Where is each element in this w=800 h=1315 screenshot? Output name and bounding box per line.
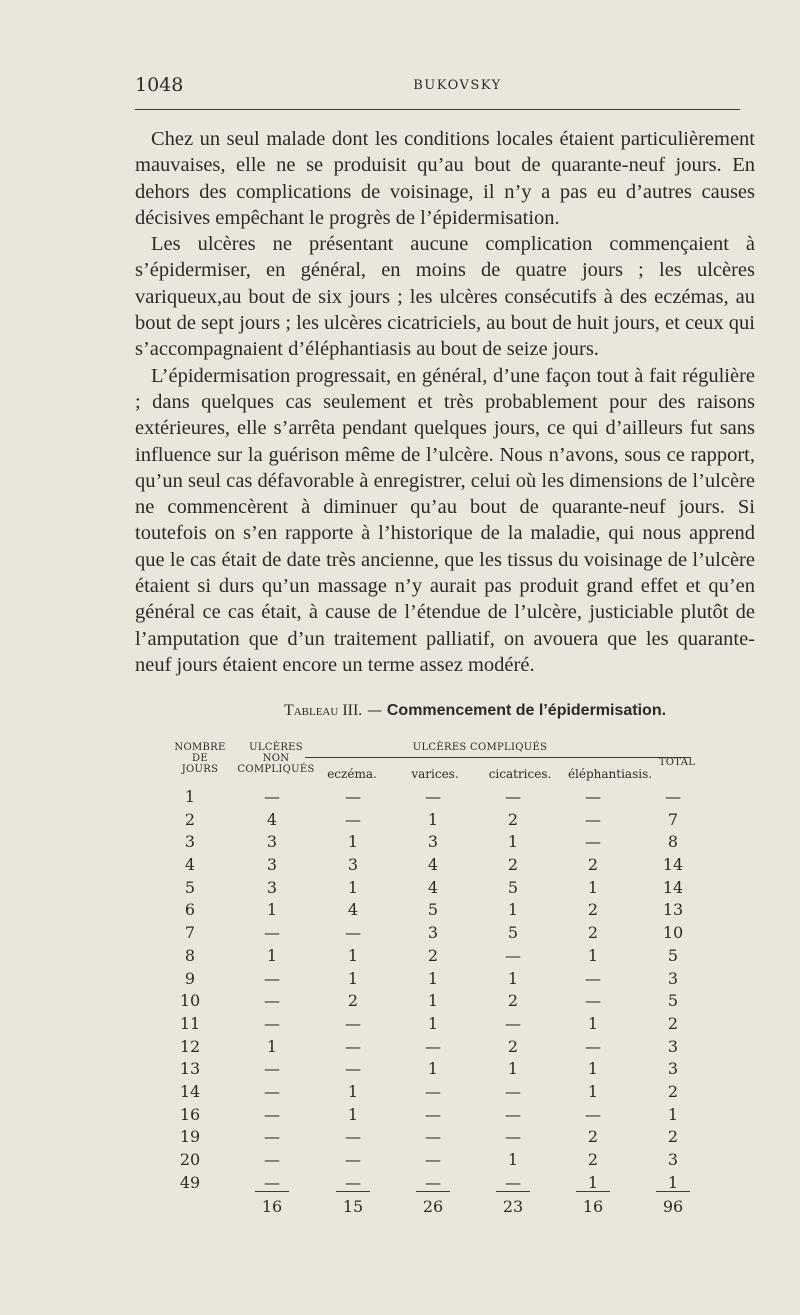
cell-jours: 12 — [179, 1036, 201, 1056]
total-rule — [336, 1191, 370, 1192]
cell-non-compliques: — — [264, 1059, 280, 1079]
table-row — [160, 990, 720, 1013]
cell-eczema: — — [345, 809, 361, 829]
cell-total: 3 — [667, 1036, 679, 1056]
total-rule — [496, 1191, 530, 1192]
table-row — [160, 831, 720, 854]
header-rule — [135, 109, 740, 110]
cell-non-compliques: — — [264, 1127, 280, 1147]
header-ulceres-non-compliques — [236, 742, 316, 775]
table-row — [160, 1036, 720, 1059]
cell-cicatrices: 5 — [507, 923, 519, 943]
cell-cicatrices: 1 — [507, 968, 519, 988]
cell-jours: 1 — [184, 787, 196, 806]
table-row — [160, 1081, 720, 1104]
cell-varices: — — [425, 1172, 441, 1192]
cell-total: 5 — [667, 991, 679, 1011]
cell-elephantiasis: 2 — [587, 855, 599, 875]
cell-non-compliques: — — [264, 1172, 280, 1192]
table-row — [160, 899, 720, 922]
cell-jours: 14 — [179, 1081, 201, 1101]
header-varices: varices. — [411, 767, 459, 781]
header-total: TOTAL — [658, 757, 696, 768]
cell-elephantiasis: — — [585, 1036, 601, 1056]
cell-jours: 11 — [179, 1013, 201, 1033]
cell-jours: 10 — [179, 991, 201, 1011]
cell-eczema: 1 — [347, 1104, 359, 1124]
cell-cicatrices: 1 — [507, 832, 519, 852]
cell-elephantiasis: — — [585, 968, 601, 988]
cell-jours: 3 — [184, 832, 196, 852]
cell-eczema: — — [345, 1013, 361, 1033]
cell-varices: — — [425, 1127, 441, 1147]
cell-total: 13 — [662, 900, 684, 920]
cell-eczema: — — [345, 923, 361, 943]
cell-eczema: — — [345, 1127, 361, 1147]
cell-eczema: — — [345, 1172, 361, 1192]
cell-total: 3 — [667, 1150, 679, 1169]
table-row — [160, 922, 720, 945]
cell-elephantiasis: 1 — [587, 1081, 599, 1101]
total-eczema: 15 — [342, 1197, 364, 1216]
cell-total: 7 — [667, 809, 679, 829]
header-line: JOURS — [181, 764, 219, 775]
table-label: Tableau III. — [283, 702, 363, 719]
cell-jours: 5 — [184, 877, 196, 897]
cell-cicatrices: 2 — [507, 991, 519, 1011]
cell-eczema: 1 — [347, 877, 359, 897]
table-row — [160, 945, 720, 968]
cell-eczema: 3 — [347, 855, 359, 875]
table-row — [160, 1058, 720, 1081]
cell-varices: 5 — [427, 900, 439, 920]
header-nombre-de-jours — [165, 742, 235, 775]
cell-total: 2 — [667, 1081, 679, 1101]
cell-total: — — [665, 787, 681, 806]
cell-total: 14 — [662, 877, 684, 897]
cell-total: 3 — [667, 1059, 679, 1079]
cell-eczema: — — [345, 1036, 361, 1056]
cell-jours: 4 — [184, 855, 196, 875]
cell-elephantiasis: — — [585, 1104, 601, 1124]
table-row — [160, 786, 720, 809]
cell-non-compliques: — — [264, 787, 280, 806]
cell-elephantiasis: — — [585, 991, 601, 1011]
cell-cicatrices: — — [505, 1172, 521, 1192]
header-ulceres-compliques: ULCÈRES COMPLIQUÉS — [412, 742, 548, 753]
cell-non-compliques: — — [264, 968, 280, 988]
cell-varices: — — [425, 1081, 441, 1101]
cell-varices: 1 — [427, 968, 439, 988]
cell-varices: 4 — [427, 855, 439, 875]
cell-non-compliques: 3 — [266, 877, 278, 897]
total-elephantiasis: 16 — [582, 1197, 604, 1216]
cell-varices: — — [425, 787, 441, 806]
table-row — [160, 1104, 720, 1127]
cell-varices: 2 — [427, 945, 439, 965]
total-rule — [576, 1191, 610, 1192]
cell-total: 14 — [662, 855, 684, 875]
total-rule — [416, 1191, 450, 1192]
cell-non-compliques: — — [264, 1081, 280, 1101]
cell-eczema: — — [345, 1150, 361, 1169]
cell-non-compliques: — — [264, 1150, 280, 1169]
cell-eczema: 2 — [347, 991, 359, 1011]
table-row — [160, 877, 720, 900]
cell-varices: — — [425, 1036, 441, 1056]
total-non-compliques: 16 — [261, 1197, 283, 1216]
header-line: ULCÈRES — [249, 742, 303, 753]
header-line: DE — [192, 753, 208, 764]
page-header — [135, 74, 740, 98]
cell-cicatrices: 5 — [507, 877, 519, 897]
cell-cicatrices: — — [505, 1127, 521, 1147]
cell-cicatrices: 2 — [507, 855, 519, 875]
cell-total: 5 — [667, 945, 679, 965]
cell-cicatrices: — — [505, 945, 521, 965]
cell-elephantiasis: 1 — [587, 945, 599, 965]
cell-varices: 4 — [427, 877, 439, 897]
cell-cicatrices: — — [505, 1081, 521, 1101]
total-grand: 96 — [662, 1197, 684, 1216]
cell-jours: 7 — [184, 923, 196, 943]
cell-eczema: 1 — [347, 1081, 359, 1101]
paragraph: Les ulcères ne présentant aucune complication commençaient à s’épidermiser, en général, en moins de quatre jours ; les ulcères variqueux,au bout de six jours ; les ulcères consécutifs à des eczémas, au bout de sept jours ; les ulcères cicatriciels, au bout de huit jours, et ceux qui s’accompagnaient d’éléphantiasis au bout de seize jours. — [135, 233, 755, 361]
cell-jours: 19 — [179, 1127, 201, 1147]
table-row — [160, 809, 720, 832]
cell-total: 1 — [667, 1172, 679, 1192]
total-cicatrices: 23 — [502, 1197, 524, 1216]
table-title — [135, 701, 785, 720]
cell-elephantiasis: 1 — [587, 1172, 599, 1192]
cell-non-compliques: — — [264, 991, 280, 1011]
cell-cicatrices: — — [505, 1104, 521, 1124]
cell-varices: — — [425, 1104, 441, 1124]
header-line: COMPLIQUÉS — [237, 764, 315, 775]
cell-varices: 1 — [427, 809, 439, 829]
table-row — [160, 1126, 720, 1149]
header-group-rule — [305, 757, 690, 758]
table-row — [160, 1013, 720, 1036]
header-line: NOMBRE — [174, 742, 226, 753]
cell-elephantiasis: 2 — [587, 923, 599, 943]
cell-non-compliques: — — [264, 923, 280, 943]
cell-cicatrices: 1 — [507, 900, 519, 920]
cell-non-compliques: 3 — [266, 855, 278, 875]
cell-varices: 1 — [427, 991, 439, 1011]
cell-non-compliques: — — [264, 1013, 280, 1033]
cell-total: 2 — [667, 1013, 679, 1033]
table-body — [160, 786, 720, 1194]
cell-elephantiasis: — — [585, 787, 601, 806]
cell-non-compliques: 1 — [266, 900, 278, 920]
cell-elephantiasis: 1 — [587, 877, 599, 897]
body-text — [135, 126, 755, 678]
table-row — [160, 854, 720, 877]
cell-jours: 6 — [184, 900, 196, 920]
cell-eczema: 1 — [347, 968, 359, 988]
cell-cicatrices: — — [505, 787, 521, 806]
header-line: NON — [262, 753, 290, 764]
cell-total: 2 — [667, 1127, 679, 1147]
cell-elephantiasis: 1 — [587, 1013, 599, 1033]
cell-total: 10 — [662, 923, 684, 943]
cell-non-compliques: 4 — [266, 809, 278, 829]
cell-jours: 8 — [184, 945, 196, 965]
cell-eczema: — — [345, 787, 361, 806]
cell-jours: 16 — [179, 1104, 201, 1124]
table-title-dash: — — [362, 701, 387, 719]
header-cicatrices: cicatrices. — [488, 767, 552, 781]
cell-varices: 1 — [427, 1059, 439, 1079]
cell-cicatrices: 2 — [507, 1036, 519, 1056]
table-row — [160, 1149, 720, 1172]
cell-non-compliques: 1 — [266, 1036, 278, 1056]
cell-elephantiasis: 2 — [587, 1150, 599, 1169]
cell-jours: 49 — [179, 1172, 201, 1192]
cell-varices: 3 — [427, 832, 439, 852]
cell-cicatrices: 1 — [507, 1150, 519, 1169]
cell-cicatrices: 2 — [507, 809, 519, 829]
paragraph: L’épidermisation progressait, en général, d’une façon tout à fait régulière ; dans quelques cas seulement et très probablement pour des raisons extérieures, elle s’arrêta pendant quelques jours, ce qui d’ailleurs fut sans influence sur la guérison même de l’ulcère. Nous n’avons, sous ce rapport, qu’un seul cas défavorable à enregistrer, celui où les dimensions de l’ulcère ne commencèrent à diminuer qu’au bout de quarante-neuf jours. Si toutefois on s’en rapporte à l’historique de la maladie, qui nous apprend que le cas était de date très ancienne, que les tissus du voisinage de l’ulcère étaient si durs qu’un massage n’y aurait pas produit grand effet et qu’en général ce cas était, à cause de l’étendue de l’ulcère, justiciable plutôt de l’amputation que d’un traitement palliatif, on avouera que les quarante-neuf jours étaient encore un terme assez modéré. — [135, 364, 755, 676]
header-elephantiasis: éléphantiasis. — [567, 767, 653, 781]
cell-total: 1 — [667, 1104, 679, 1124]
cell-non-compliques: 1 — [266, 945, 278, 965]
cell-elephantiasis: — — [585, 809, 601, 829]
cell-jours: 9 — [184, 968, 196, 988]
cell-non-compliques: — — [264, 1104, 280, 1124]
cell-varices: 1 — [427, 1013, 439, 1033]
running-head: BUKOVSKY — [413, 78, 502, 93]
table-row — [160, 968, 720, 991]
total-rule — [255, 1191, 289, 1192]
cell-elephantiasis: 1 — [587, 1059, 599, 1079]
header-eczema: eczéma. — [327, 767, 377, 781]
total-rule — [656, 1191, 690, 1192]
cell-eczema: — — [345, 1059, 361, 1079]
total-varices: 26 — [422, 1197, 444, 1216]
cell-elephantiasis: — — [585, 832, 601, 852]
cell-jours: 13 — [179, 1059, 201, 1079]
paragraph: Chez un seul malade dont les conditions locales étaient particulièrement mauvaises, elle ne se produisit qu’au bout de quarante-neuf jours. En dehors des complications de voisinage, il n’y a pas eu d’autres causes décisives empêchant le progrès de l’épidermisation. — [135, 128, 755, 229]
cell-elephantiasis: 2 — [587, 1127, 599, 1147]
cell-cicatrices: 1 — [507, 1059, 519, 1079]
cell-varices: 3 — [427, 923, 439, 943]
page-number: 1048 — [135, 74, 184, 96]
cell-total: 3 — [667, 968, 679, 988]
cell-total: 8 — [667, 832, 679, 852]
table-caption: Commencement de l’épidermisation. — [386, 702, 667, 719]
cell-cicatrices: — — [505, 1013, 521, 1033]
cell-varices: — — [425, 1150, 441, 1169]
cell-jours: 20 — [179, 1150, 201, 1169]
cell-non-compliques: 3 — [266, 832, 278, 852]
cell-eczema: 1 — [347, 945, 359, 965]
cell-jours: 2 — [184, 809, 196, 829]
cell-eczema: 1 — [347, 832, 359, 852]
cell-elephantiasis: 2 — [587, 900, 599, 920]
cell-eczema: 4 — [347, 900, 359, 920]
